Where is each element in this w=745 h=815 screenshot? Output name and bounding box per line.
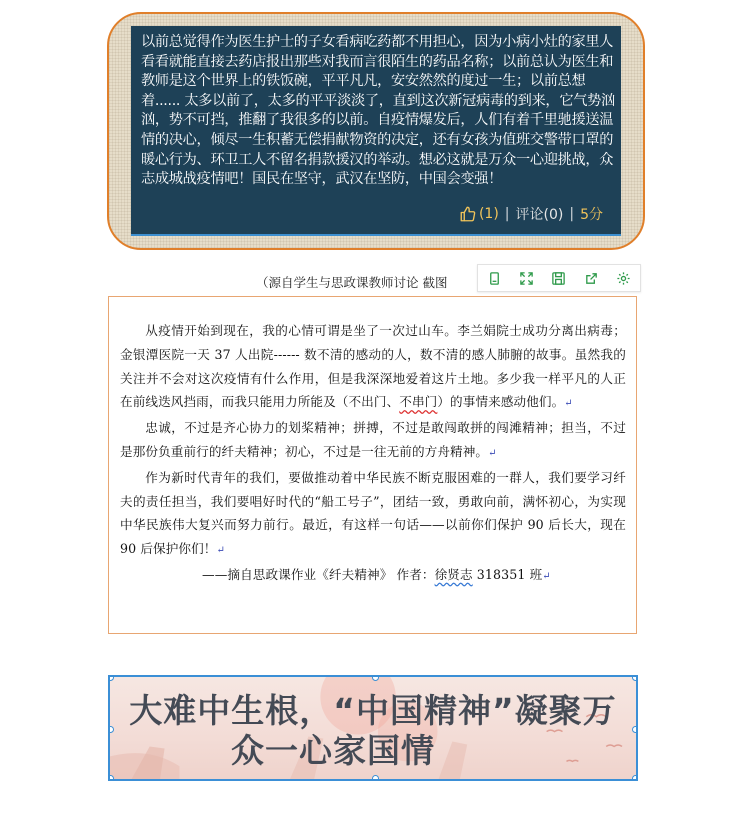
thumbs-up-icon (459, 205, 477, 223)
resize-handle-e[interactable] (632, 726, 638, 733)
like-button[interactable] (459, 205, 499, 223)
save-button[interactable] (547, 267, 571, 289)
signature-source: ——摘自思政课作业《纤夫精神》 作者： (202, 566, 435, 582)
underlined-phrase: 不串门 (399, 394, 438, 410)
banner-image[interactable] (108, 675, 638, 781)
image-caption: （源自学生与思政课教师讨论 截图 (256, 275, 448, 290)
paragraph-mark: ↵ (216, 545, 225, 557)
essay-paragraph-1-end: ）的事情来感动他们。 (437, 394, 565, 410)
note-card (107, 12, 645, 250)
banner-title-line-1: 大难中生根，“中国精神”凝聚万 (129, 691, 617, 730)
copy-button[interactable] (482, 267, 506, 289)
score-label: 5分 (580, 207, 603, 223)
resize-handle-ne[interactable] (632, 675, 638, 681)
save-icon (551, 271, 566, 286)
share-button[interactable] (579, 267, 603, 289)
meta-separator: | (569, 206, 575, 222)
essay-paragraph-3 (120, 466, 626, 563)
essay-paragraph-3-text: 作为新时代青年的我们，要做推动着中华民族不断克服困难的一群人，我们要学习纤夫的责任担当，我们要唱好时代的“船工号子”，团结一致，勇敢向前，满怀初心，为实现中华民族伟大复兴而努力前行。最近，有这样一句话——以前你们保护 90 后长大，现在 90 后保护你们！ (120, 469, 626, 557)
note-card-text: 以前总觉得作为医生护士的子女看病吃药都不用担心，因为小病小灶的家里人看看就能直接去药店报出那些对我而言很陌生的药品名称；以前总认为医生和教师是这个世界上的铁饭碗，平平凡凡，安安然然的度过一生；以前总想着...... 太多以前了，太多的平平淡淡了，直到这次新冠病毒的到来，它气势汹汹，势不可挡，推翻了我很多的以前。自疫情爆发后，人们有着千里驰援送温情的决心，倾尽一生积蓄无偿捐献物资的决定，还有女孩为值班交警带口罩的暖心行为、环卫工人不留名捐款援汉的举动。想必这就是万众一心迎挑战，众志成城战疫情吧！国民在坚守，武汉在坚防，中国会变强！ (141, 34, 615, 188)
settings-icon (616, 271, 631, 286)
note-card-meta (459, 204, 603, 224)
banner-title-line-2: 众一心家国情 (231, 731, 435, 770)
essay-paragraph-2 (120, 416, 626, 466)
settings-button[interactable] (612, 267, 636, 289)
expand-button[interactable] (515, 267, 539, 289)
essay-text (120, 319, 626, 589)
essay-excerpt (108, 296, 637, 634)
copy-icon (487, 271, 502, 286)
image-toolbar (477, 264, 641, 292)
paragraph-mark: ↵ (542, 570, 551, 582)
paragraph-mark: ↵ (488, 447, 497, 459)
signature-class: 318351 班 (472, 566, 543, 582)
share-icon (584, 271, 599, 286)
resize-handle-sw[interactable] (108, 775, 114, 781)
banner-title (110, 691, 636, 771)
signature-author: 徐贤志 (434, 566, 473, 582)
essay-signature (120, 563, 626, 589)
comment-link[interactable]: 评论(0) (515, 207, 564, 223)
essay-paragraph-1-text: 从疫情开始到现在，我的心情可谓是坐了一次过山车。李兰娟院士成功分离出病毒；金银潭医院一天 37 人出院------ 数不清的感动的人，数不清的感人肺腑的故事。虽然我的关注并不会对这次疫情有什么作用，但是我深深地爱着这片土地。多少我一样平凡的人正在前线迭风挡雨，而我只能用力所能及（不出门、 (120, 323, 626, 410)
resize-handle-s[interactable] (372, 775, 379, 781)
resize-handle-se[interactable] (632, 775, 638, 781)
note-card-body (131, 26, 621, 236)
meta-separator: | (504, 206, 510, 222)
paragraph-mark: ↵ (564, 398, 573, 410)
like-count: (1) (478, 206, 499, 222)
expand-icon (519, 271, 534, 286)
essay-paragraph-2-text: 忠诚，不过是齐心协力的划桨精神；拼搏，不过是敢闯敢拼的闯滩精神；担当，不过是那份负重前行的纤夫精神；初心，不过是一往无前的方舟精神。 (120, 420, 626, 459)
essay-paragraph-1 (120, 319, 626, 416)
